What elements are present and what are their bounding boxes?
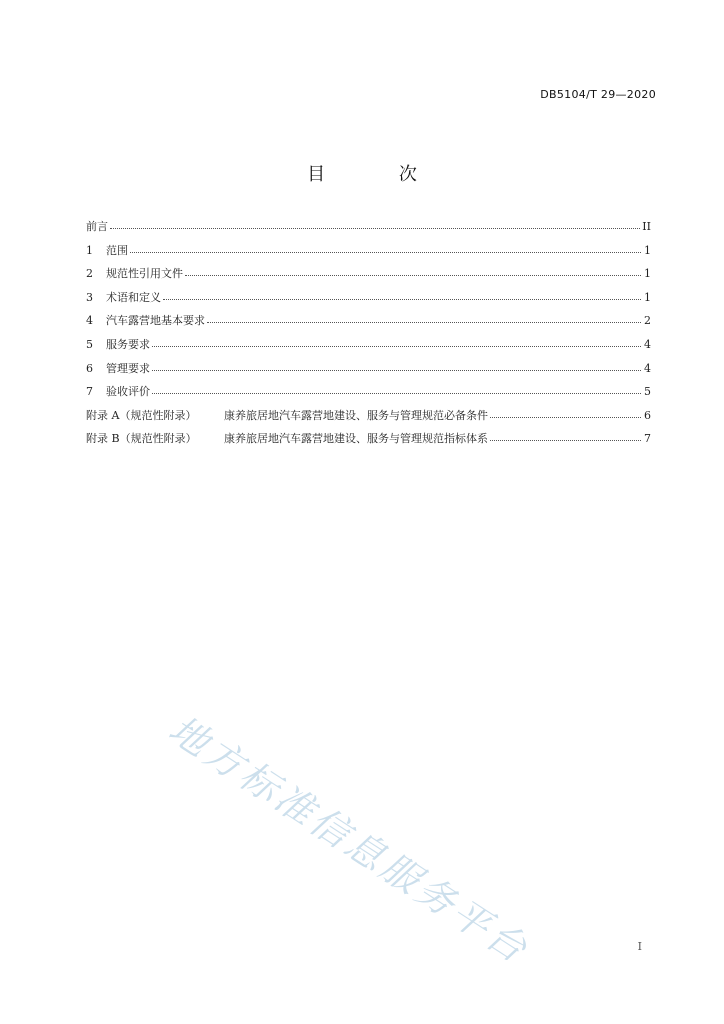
toc-entry-number: 6 [86,361,93,375]
document-code: DB5104/T 29—2020 [540,88,656,101]
annex-label: 附录 A（规范性附录） [86,408,197,422]
toc-entry-number: 2 [86,267,93,281]
toc-title: 目 次 [307,164,451,185]
page-number: I [637,940,642,953]
toc-entry-page: 1 [644,243,651,257]
toc-entry-page: 6 [644,408,651,422]
toc-entry-text: 管理要求 [106,361,150,375]
toc-leader-dots [152,360,641,371]
toc-entry-page: 4 [644,337,651,351]
toc-leader-dots [163,289,641,300]
toc-entry-page: 1 [644,290,651,304]
toc-entry-service-requirements[interactable] [86,337,651,361]
toc-entry-page: 4 [644,361,651,375]
toc-entry-terms-definitions[interactable] [86,290,651,314]
watermark: 地方标准信息服务平台 [161,706,538,973]
toc-entry-text: 前言 [86,220,108,233]
toc-entry-scope[interactable] [86,243,651,267]
toc-entry-annex-a[interactable] [86,408,651,432]
toc-entry-normative-references[interactable] [86,266,651,290]
toc-entry-number: 4 [86,314,93,328]
table-of-contents [86,219,651,455]
toc-entry-foreword[interactable] [86,219,651,243]
toc-entry-text: 康养旅居地汽车露营地建设、服务与管理规范指标体系 [224,432,488,446]
annex-label: 附录 B（规范性附录） [86,432,197,446]
toc-leader-dots [207,312,641,323]
toc-entry-page: 7 [644,432,651,446]
toc-entry-management-requirements[interactable] [86,361,651,385]
toc-leader-dots [130,242,641,253]
toc-entry-text: 术语和定义 [106,290,161,304]
toc-leader-dots [490,430,641,441]
toc-entry-basic-requirements[interactable] [86,313,651,337]
toc-leader-dots [152,383,641,394]
toc-entry-number: 7 [86,385,93,399]
toc-entry-annex-b[interactable] [86,431,651,455]
toc-entry-page: II [642,220,651,233]
toc-leader-dots [152,336,641,347]
toc-entry-page: 5 [644,385,651,399]
toc-entry-number: 1 [86,243,93,257]
toc-leader-dots [185,265,641,276]
toc-entry-text: 康养旅居地汽车露营地建设、服务与管理规范必备条件 [224,408,488,422]
toc-leader-dots [110,218,640,229]
toc-entry-text: 范围 [106,243,128,257]
toc-entry-text: 服务要求 [106,337,150,351]
toc-entry-number: 5 [86,337,93,351]
toc-leader-dots [490,407,641,418]
toc-entry-text: 汽车露营地基本要求 [106,314,205,328]
toc-entry-page: 1 [644,267,651,281]
toc-entry-page: 2 [644,314,651,328]
toc-entry-text: 规范性引用文件 [106,267,183,281]
toc-entry-text: 验收评价 [106,385,150,399]
toc-entry-number: 3 [86,290,93,304]
toc-entry-acceptance-evaluation[interactable] [86,384,651,408]
